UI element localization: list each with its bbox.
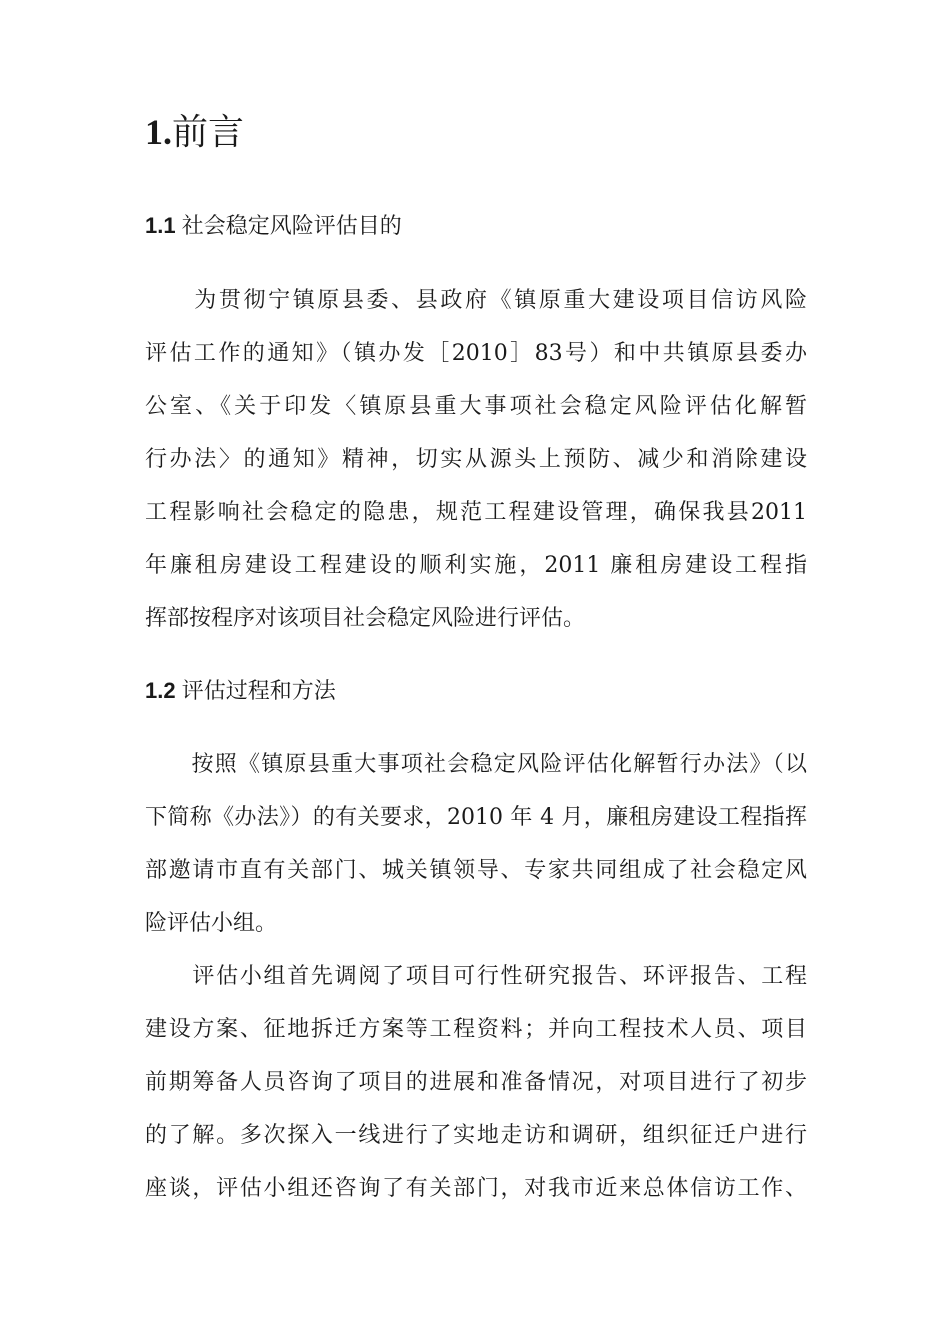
paragraph-line: 部邀请市直有关部门、城关镇领导、专家共同组成了社会稳定风 xyxy=(145,858,807,883)
section-heading-1-1 xyxy=(145,211,402,241)
section-heading-1-2 xyxy=(145,676,336,706)
paragraph-line: 工程影响社会稳定的隐患，规范工程建设管理，确保我县2011 xyxy=(145,500,807,525)
paragraph-process xyxy=(145,738,807,950)
paragraph-purpose xyxy=(145,274,807,645)
paragraph-line: 公室、《关于印发〈镇原县重大事项社会稳定风险评估化解暂 xyxy=(145,394,807,419)
chapter-heading xyxy=(145,110,244,154)
chapter-number: 1. xyxy=(145,112,172,152)
paragraph-method xyxy=(145,950,807,1215)
paragraph-line: 为贯彻宁镇原县委、县政府《镇原重大建设项目信访风险 xyxy=(145,288,807,313)
paragraph-line: 按照《镇原县重大事项社会稳定风险评估化解暂行办法》（以 xyxy=(145,752,807,777)
paragraph-line: 险评估小组。 xyxy=(145,911,278,936)
section-title: 社会稳定风险评估目的 xyxy=(181,213,402,238)
paragraph-line: 年廉租房建设工程建设的顺利实施，2011 廉租房建设工程指 xyxy=(145,553,807,578)
section-number: 1.2 xyxy=(145,678,176,703)
paragraph-line: 评估小组首先调阅了项目可行性研究报告、环评报告、工程 xyxy=(145,964,807,989)
paragraph-line: 建设方案、征地拆迁方案等工程资料；并向工程技术人员、项目 xyxy=(145,1017,807,1042)
paragraph-line: 挥部按程序对该项目社会稳定风险进行评估。 xyxy=(145,606,586,631)
paragraph-line: 评估工作的通知》（镇办发［2010］83号）和中共镇原县委办 xyxy=(145,341,807,366)
paragraph-line: 的了解。多次探入一线进行了实地走访和调研，组织征迁户进行 xyxy=(145,1123,807,1148)
paragraph-line: 行办法〉的通知》精神，切实从源头上预防、减少和消除建设 xyxy=(145,447,807,472)
paragraph-line: 下简称《办法》）的有关要求，2010 年 4 月，廉租房建设工程指挥 xyxy=(145,805,807,830)
chapter-title: 前言 xyxy=(172,112,245,152)
section-number: 1.1 xyxy=(145,213,176,238)
paragraph-line: 座谈，评估小组还咨询了有关部门，对我市近来总体信访工作、 xyxy=(145,1176,807,1201)
paragraph-line: 前期筹备人员咨询了项目的进展和准备情况，对项目进行了初步 xyxy=(145,1070,807,1095)
section-title: 评估过程和方法 xyxy=(181,678,336,703)
